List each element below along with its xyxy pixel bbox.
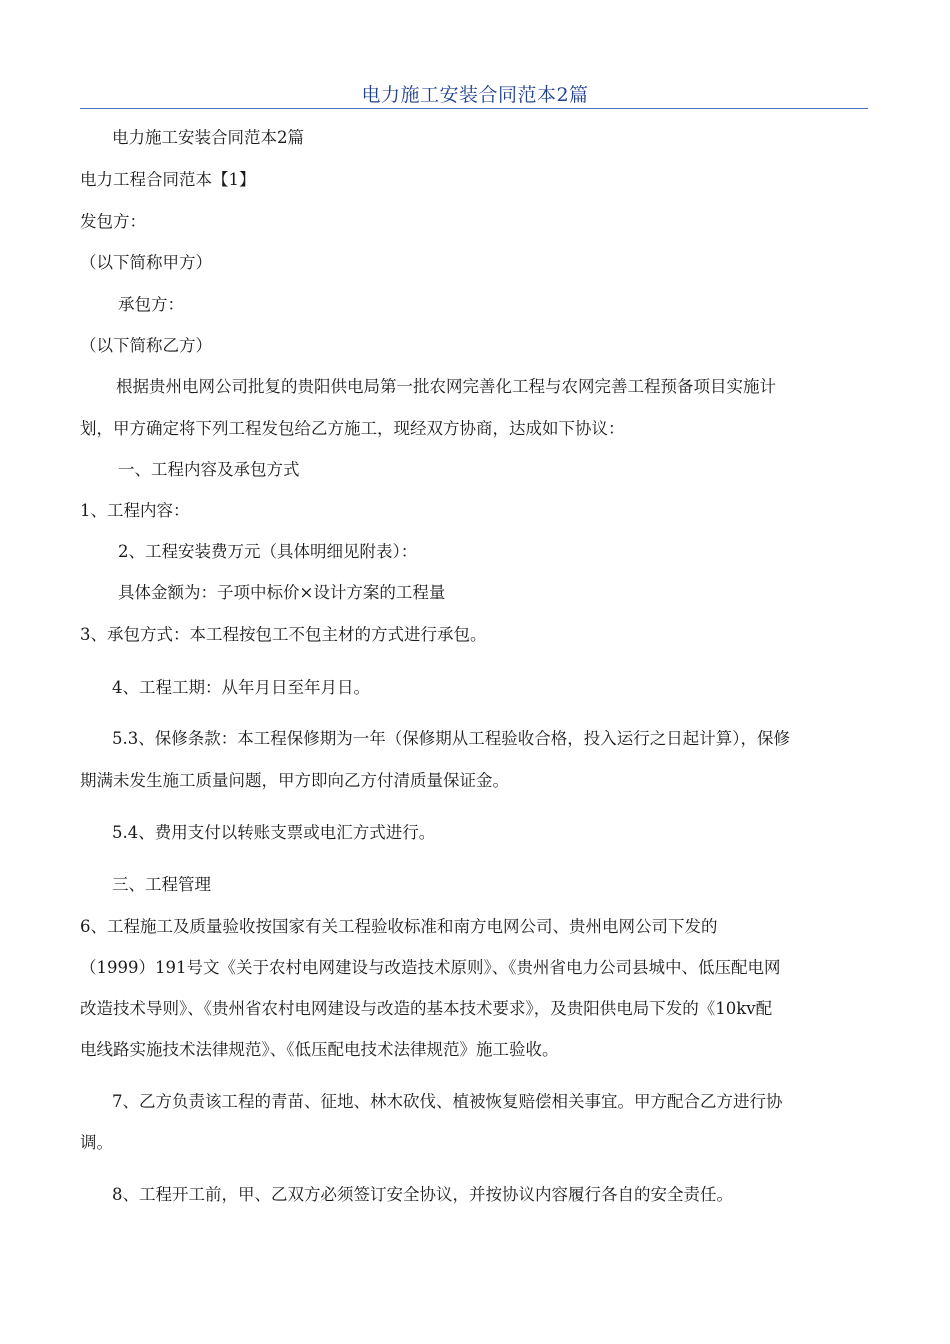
clause-6-line-3: 改造技术导则》、《贵州省农村电网建设与改造的基本技术要求》，及贵阳供电局下发的《10kv配 bbox=[80, 999, 773, 1018]
party-b-label: 承包方： bbox=[118, 295, 184, 314]
clause-5-3-line-2: 期满未发生施工质量问题，甲方即向乙方付清质量保证金。 bbox=[80, 771, 509, 790]
section-heading-scope: 一、工程内容及承包方式 bbox=[118, 460, 300, 479]
section-heading-contract-1: 电力工程合同范本【1】 bbox=[80, 170, 256, 189]
party-a-label: 发包方： bbox=[80, 212, 146, 231]
party-b-note: （以下简称乙方） bbox=[80, 336, 212, 355]
clause-5-3-line-1: 5.3、保修条款：本工程保修期为一年（保修期从工程验收合格，投入运行之日起计算），保修 bbox=[112, 729, 790, 748]
clause-7-line-2: 调。 bbox=[80, 1133, 113, 1152]
section-heading-management: 三、工程管理 bbox=[112, 875, 211, 894]
clause-4: 4、工程工期：从年月日至年月日。 bbox=[112, 678, 370, 697]
clause-7-line-1: 7、乙方负责该工程的青苗、征地、林木砍伐、植被恢复赔偿相关事宜。甲方配合乙方进行协 bbox=[112, 1092, 783, 1111]
paragraph-basis-line-2: 划，甲方确定将下列工程发包给乙方施工，现经双方协商，达成如下协议： bbox=[80, 419, 625, 438]
clause-2-amount: 具体金额为：子项中标价×设计方案的工程量 bbox=[118, 583, 446, 602]
clause-1: 1、工程内容： bbox=[80, 501, 190, 520]
clause-3: 3、承包方式：本工程按包工不包主材的方式进行承包。 bbox=[80, 625, 487, 644]
clause-6-line-4: 电线路实施技术法律规范》、《低压配电技术法律规范》施工验收。 bbox=[80, 1040, 559, 1059]
clause-5-4: 5.4、费用支付以转账支票或电汇方式进行。 bbox=[112, 823, 436, 842]
paragraph-basis-line-1: 根据贵州电网公司批复的贵阳供电局第一批农网完善化工程与农网完善工程预备项目实施计 bbox=[116, 377, 776, 396]
party-a-note: （以下简称甲方） bbox=[80, 253, 212, 272]
header-divider bbox=[80, 108, 868, 109]
clause-8: 8、工程开工前，甲、乙双方必须签订安全协议，并按协议内容履行各自的安全责任。 bbox=[112, 1185, 733, 1204]
clause-6-line-1: 6、工程施工及质量验收按国家有关工程验收标准和南方电网公司、贵州电网公司下发的 bbox=[80, 917, 718, 936]
page-header-title: 电力施工安装合同范本2篇 bbox=[361, 84, 589, 106]
doc-title-line: 电力施工安装合同范本2篇 bbox=[112, 128, 304, 147]
clause-2: 2、工程安装费万元（具体明细见附表）： bbox=[118, 542, 418, 561]
clause-6-line-2: （1999）191号文《关于农村电网建设与改造技术原则》、《贵州省电力公司县城中、低压配电网 bbox=[80, 958, 781, 977]
